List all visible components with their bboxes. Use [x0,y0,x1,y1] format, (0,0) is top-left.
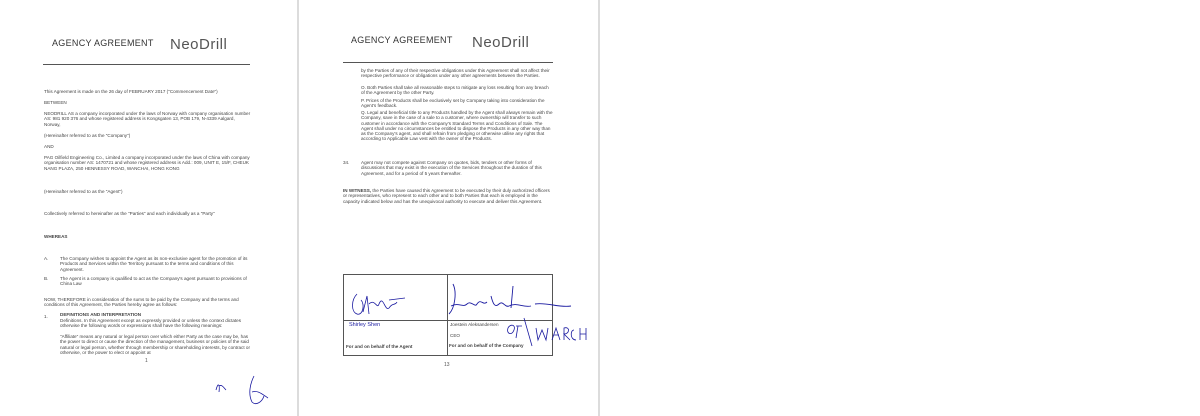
page-number: 13 [444,362,450,368]
clause-34-number: 34. [343,160,350,165]
agreement-intro: This Agreement is made on the 26 day of FEBRUARY 2017 ("Commencement Date") [44,89,218,94]
collective-reference: Collectively referred to hereinafter as the "Parties" and each individually as a "Party" [44,211,215,216]
company-signature [447,282,577,322]
clause-1-number: 1. [44,314,48,319]
in-witness-text: the Parties have caused this Agreement to be executed by their duly authorized officers or representatives, who represent to each other and to both Parties that each is employed in the capacity indicated below and has the unequivocal authority to execute and deliver this Agreement. [343,188,550,204]
and-label: AND [44,144,54,149]
clause-1-definitions: Definitions. In this Agreement except as expressly provided or unless the context dictates otherwise the following words or expressions shall have the following meanings: [60,318,242,329]
in-witness-lead: IN WITNESS, [343,188,372,193]
clause-34: Agent may not compete against Company on quotes, bids, tenders or other forms of discussions that may exist in the execution of the Services throughout the duration of this Agreement, and for a period of 5 years thereafter. [361,160,542,176]
clause-item-o: O. Both Parties shall take all reasonable steps to mitigate any loss resulting from any breach of the Agreement by the other Party. [361,85,549,96]
document-page-13 [299,0,598,416]
party-1-description: NEODRILL AS a company incorporated under the laws of Norway with company organisation number AS: 981 920 376 and whose registered address is Kongsgaten 13, POB 179, N-4339 Aalgard, Norway, [44,111,251,127]
clause-item-q: Q. Legal and beneficial title to any Products handled by the Agent shall always remain with the Company, save in the case of a sale to a customer, where ownership will transfer to such customer in accordance with the Company's Standard Terms and Conditions of Sale. The Agent shall under no circumstances be entitled to dispose the Products in any other way than as the Company's agent, and shall refrain from pledging or otherwise utilise any rights that according to Applicable Law vest with the owner of the Products. [361,110,553,142]
recital-b-number: B. [44,276,49,281]
whereas-heading: WHEREAS [44,234,68,239]
party-1-reference: (Hereinafter referred to as the "Company") [44,133,131,138]
header-rule [343,62,553,63]
document-page-blank [600,0,1200,416]
agent-signature [349,290,419,320]
company-signatory-name: Joestein Aleksandersen [450,322,499,327]
header-logo: NeoDrill [472,34,530,51]
header-title: AGENCY AGREEMENT [52,38,154,48]
recital-a: The Company wishes to appoint the Agent as its non-exclusive agent for the promotion of its Products and Services within the Territory pursuant to the terms and conditions of this Agreement. [60,256,248,272]
continued-paragraph: by the Parties of any of their respective obligations under this Agreement shall not affect their respective performance or obligations under any other agreements between the Parties. [361,68,550,79]
affiliate-definition: "Affiliate" means any natural or legal person over which either Party as the case may be, has the power to direct or cause the direction of the management, business or policies of the said natural or legal person, whether through membership or shareholding interests, by contract or otherwise, or the power to elect or appoint at [60,334,250,355]
clause-item-p: P. Prices of the Products shall be exclusively set by Company taking into consideration the Agent's feedback. [361,98,545,109]
page-number: 1 [145,358,148,364]
recital-a-number: A. [44,256,49,261]
agent-signatory-name: Shirley Shen [349,322,381,328]
company-signatory-title: CEO [450,333,460,338]
header-title: AGENCY AGREEMENT [351,35,453,45]
document-page-1 [0,0,297,416]
recital-b: The Agent is a company is qualified to act as the Company's agent pursuant to provisions of China Law [60,276,247,287]
header-logo: NeoDrill [170,36,228,53]
agent-signature-label: For and on behalf of the Agent [346,344,413,349]
between-label: BETWEEN [44,100,67,105]
header-rule [43,64,250,65]
company-signature-label: For and on behalf of the Company [449,343,524,348]
party-2-reference: (Hereinafter referred to as the "Agent") [44,189,123,194]
party-2-description: PAG Oilfield Engineering Co., Limited a company incorporated under the laws of China with company organisation number AS: 1470721 and whose registered address is Add.: 009, UNIT E, 15/F, CHEUK NANG PLAZA, 250 HENNESSY ROAD, WANCHAI, HONG KONG [44,155,250,171]
now-therefore-clause: NOW, THEREFORE in consideration of the sums to be paid by the Company and the terms and conditions of this Agreement, the Parties hereby agree as follows: [44,297,239,308]
clause-1-title: DEFINITIONS AND INTERPRETATION [60,312,142,317]
initials-signature [214,372,274,412]
handwritten-date-ink [504,318,598,348]
in-witness-clause [343,188,553,204]
